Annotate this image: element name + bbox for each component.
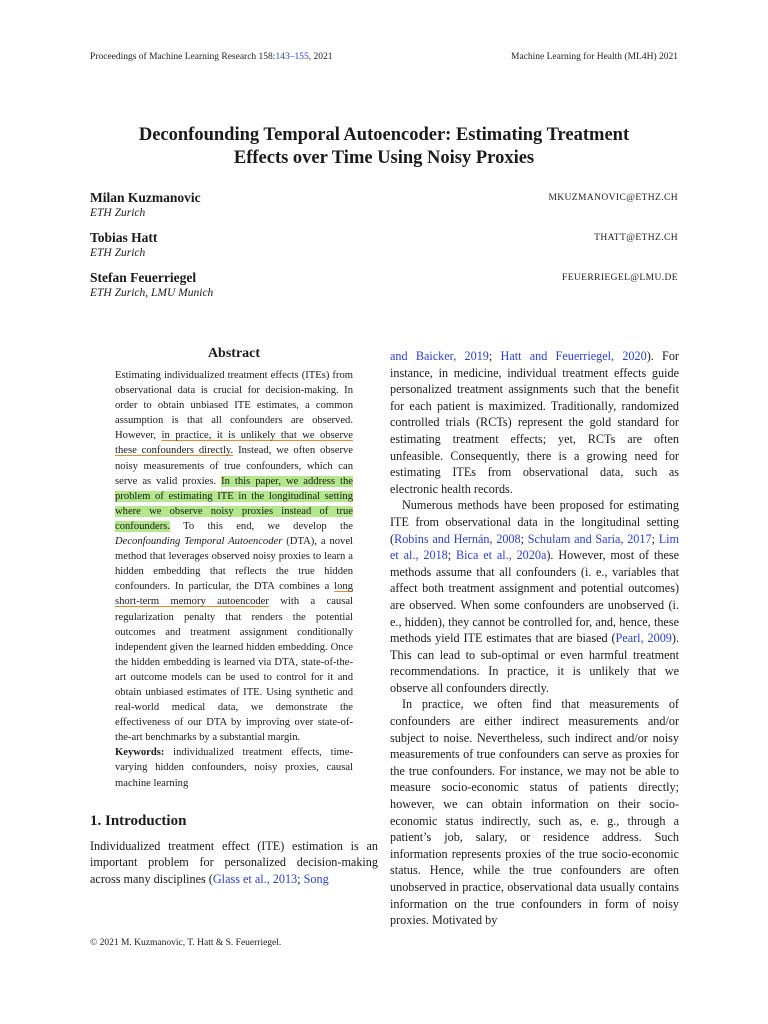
intro-paragraph: Individualized treatment effect (ITE) estimation is an important problem for personalized decision-making across many disciplines (Glass et al., 2013; Song: [90, 838, 378, 886]
author-block: [90, 190, 678, 310]
citation-link[interactable]: and Baicker, 2019: [390, 349, 489, 363]
author-email: FEUERRIEGEL@LMU.DE: [562, 273, 678, 283]
keywords: Keywords: individualized treatment effects, time-varying hidden confounders, noisy proxies, causal machine learning: [115, 747, 353, 789]
body-paragraph: In practice, we often find that measurements of confounders are either indirect measurements and/or subject to noise. Nevertheless, such indirect and/or noisy measurements of true confounders can serve as proxies for the true confounders. For instance, we may not be able to measure socio-economic status of patients directly; however, we can obtain information on their socio-economic status indirectly, such as, e. g., through a patient’s job, salary, or residence address. Such information represents proxies of the true socio-economic status. Hence, while the true confounders are often unobserved in practice, observational data usually contains information on the true confounders in form of noisy proxies. Motivated by: [390, 697, 679, 928]
citation-link[interactable]: Hatt and Feuerriegel, 2020: [500, 349, 647, 363]
author-email: MKUZMANOVIC@ETHZ.CH: [548, 193, 678, 203]
citation-link[interactable]: Glass et al., 2013: [212, 871, 298, 886]
author-entry: [90, 230, 678, 266]
keywords-label: Keywords:: [115, 747, 165, 759]
highlight-annotation[interactable]: In this paper, we address the problem of estimating ITE in the longitudinal setting where we observe noisy proxies instead of true confounders.: [115, 475, 353, 532]
citation-link[interactable]: Lim et al., 2018: [390, 531, 679, 563]
proceedings-info: Proceedings of Machine Learning Research 158:143–155, 2021: [90, 52, 333, 62]
author-name: Milan Kuzmanovic: [90, 190, 201, 205]
left-column: [90, 346, 378, 887]
abstract-heading: Abstract: [207, 346, 261, 361]
citation-link[interactable]: Song: [303, 871, 329, 886]
right-column: [390, 348, 679, 929]
body-paragraph: and Baicker, 2019; Hatt and Feuerriegel, 2020). For instance, in medicine, individual treatment effects guide personalized treatment assignments such that the benefit for each patient is maximized. Traditionally, randomized controlled trials (RCTs) represent the gold standard for estimating treatment effects; yet, RCTs are often unfeasible. Consequently, there is a growing need for estimating ITEs from observational data, such as electronic health records.: [390, 349, 679, 496]
author-affiliation: ETH Zurich, LMU Munich: [90, 287, 214, 299]
method-name: Deconfounding Temporal Autoencoder: [115, 536, 283, 548]
author-affiliation: ETH Zurich: [90, 207, 146, 219]
citation-link[interactable]: Robins and Hernán, 2008: [394, 531, 521, 546]
venue-info: Machine Learning for Health (ML4H) 2021: [511, 52, 678, 62]
author-email: THATT@ETHZ.CH: [594, 233, 678, 243]
underline-annotation[interactable]: in practice, it is unlikely that we observe these confounders directly.: [115, 430, 353, 457]
citation-link[interactable]: Pearl, 2009: [615, 631, 672, 646]
paper-title: Deconfounding Temporal Autoencoder: Estimating Treatment Effects over Time Using Noisy Proxies: [138, 125, 630, 169]
author-name: Tobias Hatt: [90, 230, 158, 245]
author-affiliation: ETH Zurich: [90, 247, 146, 259]
author-entry: [90, 190, 678, 226]
citation-link[interactable]: Bica et al., 2020a: [456, 548, 547, 563]
abstract-text: Estimating individualized treatment effects (ITEs) from observational data is crucial for decision-making. In order to obtain unbiased ITE estimates, a common assumption is that all confounders are observed. However, in practice, it is unlikely that we observe these confounders directly. Instead, we often observe noisy measurements of true confounders, which can serve as valid proxies. In this paper, we address the problem of estimating ITE in the longitudinal setting where we observe noisy proxies instead of true confounders. To this end, we develop the Deconfounding Temporal Autoencoder (DTA), a novel method that leverages observed noisy proxies to learn a hidden embedding that reflects the true hidden confounders. In particular, the DTA combines a long short-term memory autoencoder with a causal regularization penalty that renders the potential outcomes and treatment assignment conditionally independent given the learned hidden embedding. Once the hidden embedding is learned via DTA, state-of-the-art outcome models can be used to control for it and obtain unbiased estimates of ITE. Using synthetic and real-world medical data, we demonstrate the effectiveness of our DTA by improving over state-of-the-art benchmarks by a substantial margin.: [115, 370, 354, 744]
running-header: [90, 52, 678, 62]
page-range-link[interactable]: 143–155: [275, 52, 309, 62]
author-name: Stefan Feuerriegel: [90, 270, 197, 285]
copyright-footer: © 2021 M. Kuzmanovic, T. Hatt & S. Feuerriegel.: [90, 938, 282, 948]
citation-link[interactable]: Schulam and Saria, 2017: [527, 531, 652, 546]
body-paragraph: Numerous methods have been proposed for estimating ITE from observational data in the longitudinal setting (Robins and Hernán, 2008; Schulam and Saria, 2017; Lim et al., 2018; Bica et al., 2020a). However, most of these methods assume that all confounders (i. e., variables that affect both treatment assignment and potential outcomes) are observed. When some confounders are unobserved (i. e., hidden), they cannot be controlled for, and, hence, these methods yield ITE estimates that are biased (Pearl, 2009). This can lead to sub-optimal or even harmful treatment recommendations. In practice, it is unlikely that we observe all confounders directly.: [390, 498, 680, 695]
underline-annotation[interactable]: long short-term memory autoencoder: [115, 581, 353, 608]
section-heading-introduction: 1. Introduction: [90, 812, 187, 829]
author-entry: [90, 270, 678, 306]
